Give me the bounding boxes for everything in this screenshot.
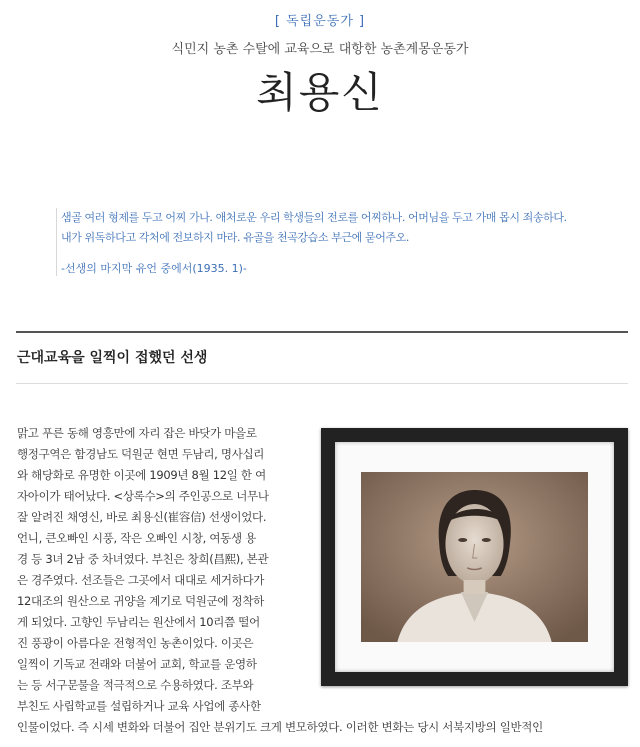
body-line: 맑고 푸른 동해 영흥만에 자리 잡은 바닷가 마을로 (17, 426, 257, 440)
body-line: 언니, 큰오빠인 시풍, 작은 오빠인 시창, 여동생 용 (17, 531, 256, 545)
body-paragraph (17, 423, 303, 717)
body-line: 자아이가 태어났다. <상록수>의 주인공으로 너무나 (17, 489, 269, 503)
category-label: [ 독립운동가 ] (274, 14, 366, 29)
body-line: 행정구역은 함경남도 덕원군 현면 두남리, 명사십리 (17, 447, 265, 461)
quote-source: -선생의 마지막 유언 중에서(1935. 1)- (61, 262, 247, 275)
body-line: 일찍이 기독교 전래와 더불어 교회, 학교를 운영하 (17, 657, 257, 671)
body-line: 12대조의 원산으로 귀양을 계기로 덕원군에 정착하 (17, 594, 264, 608)
body-line: 게 되었다. 고향인 두남리는 원산에서 10리쯤 떨어 (17, 615, 260, 629)
quote-line: 내가 위독하다고 각처에 전보하지 마라. 유골을 천곡강습소 부근에 묻어주오. (61, 231, 409, 244)
section-divider (16, 331, 628, 333)
body-line: 경 등 3녀 2남 중 차녀였다. 부친은 창희(昌熙), 본관 (17, 552, 269, 566)
body-line: 은 경주였다. 선조들은 그곳에서 대대로 세거하다가 (17, 573, 265, 587)
body-line: 부친도 사립학교를 설립하거나 교육 사업에 종사한 (17, 699, 261, 713)
portrait-mat (335, 442, 614, 672)
body-line: 진 풍광이 아름다운 전형적인 농촌이었다. 이곳은 (17, 636, 254, 650)
page-subtitle: 식민지 농촌 수탈에 교육으로 대항한 농촌계몽운동가 (171, 42, 469, 57)
body-line: 잘 알려진 채영신, 바로 최용신(崔容信) 선생이었다. (17, 510, 267, 524)
quote-block (56, 208, 640, 276)
section-underline (16, 383, 628, 384)
page-title: 최용신 (256, 68, 384, 117)
body-line: 와 해당화로 유명한 이곳에 1909년 8월 12일 한 여 (17, 468, 266, 482)
body-line: 는 등 서구문물을 적극적으로 수용하였다. 조부와 (17, 678, 254, 692)
section-title: 근대교육을 일찍이 접했던 선생 (17, 350, 208, 366)
portrait-frame (321, 428, 628, 686)
quote-line: 샘골 여러 형제를 두고 어찌 가나. 애처로운 우리 학생들의 전로를 어찌하나. 어머님을 두고 가매 몹시 죄송하다. (61, 211, 567, 224)
body-line-full: 인물이었다. 즉 시세 변화와 더불어 집안 분위기도 크게 변모하였다. 이러한 변화는 당시 서북지방의 일반적인 (17, 720, 543, 734)
portrait-photo (361, 472, 588, 642)
